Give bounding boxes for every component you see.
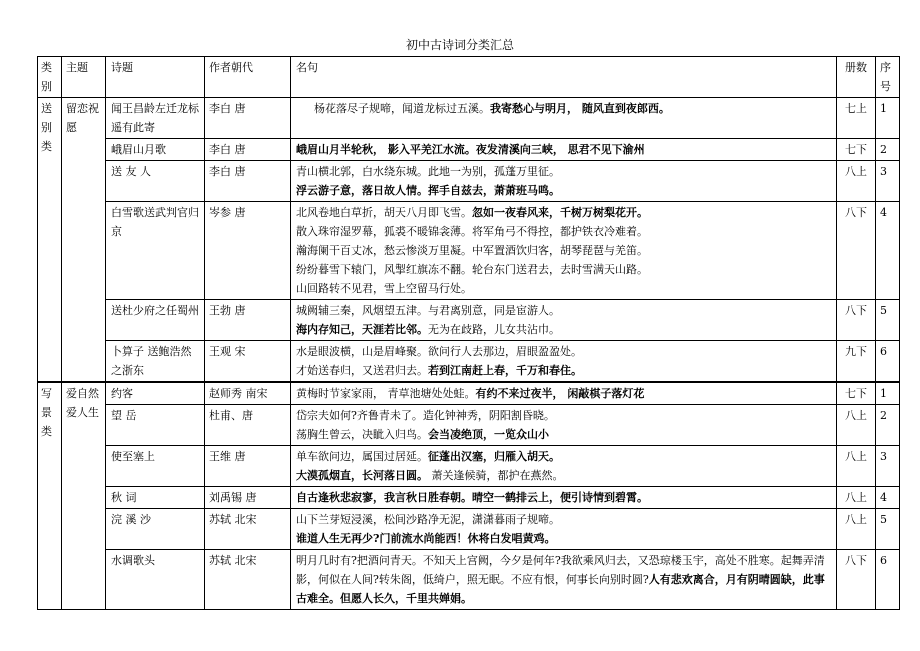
famous-lines-cell — [291, 161, 837, 202]
verse-segment-bold: 峨眉山月半轮秋， 影入平羌江水流。夜发清溪向三峡， 思君不见下渝州 — [296, 143, 645, 156]
verse-line — [296, 241, 833, 260]
verse-line — [296, 222, 833, 241]
theme-cell: 留恋祝愿 — [62, 98, 106, 383]
author-cell: 苏轼 北宋 — [205, 550, 291, 610]
sequence-no-cell: 3 — [876, 161, 900, 202]
verse-segment-bold: 征蓬出汉塞，归雁入胡天。 — [428, 450, 560, 463]
poem-table — [37, 56, 900, 610]
author-cell: 李白 唐 — [205, 161, 291, 202]
theme-cell: 爱自然爱人生 — [62, 382, 106, 610]
document-title: 初中古诗词分类汇总 — [405, 38, 514, 52]
author-cell: 赵师秀 南宋 — [205, 382, 291, 405]
author-cell: 杜甫、唐 — [205, 405, 291, 446]
famous-lines-cell — [291, 98, 837, 139]
grade-cell: 八上 — [837, 487, 876, 509]
famous-lines-cell — [291, 202, 837, 300]
header-lines: 名句 — [291, 57, 837, 98]
verse-line — [296, 466, 833, 485]
sequence-no-cell: 6 — [876, 341, 900, 383]
poem-title-cell: 送杜少府之任蜀州 — [106, 300, 205, 341]
verse-line — [296, 342, 833, 361]
header-grade: 册数 — [837, 57, 876, 98]
author-cell: 苏轼 北宋 — [205, 509, 291, 550]
author-cell: 李白 唐 — [205, 98, 291, 139]
verse-line — [296, 279, 833, 298]
verse-line — [296, 301, 833, 320]
poem-title-cell: 闻王昌龄左迁龙标遥有此寄 — [106, 98, 205, 139]
poem-title-cell: 浣 溪 沙 — [106, 509, 205, 550]
verse-segment: 才始送春归，又送君归去。 — [296, 364, 428, 377]
grade-cell: 八上 — [837, 446, 876, 487]
sequence-no-cell: 3 — [876, 446, 900, 487]
poem-title-cell: 秋 词 — [106, 487, 205, 509]
poem-title-cell: 白雪歌送武判官归京 — [106, 202, 205, 300]
verse-segment-bold: 会当凌绝顶，一览众山小 — [428, 428, 549, 441]
poem-title-cell: 送 友 人 — [106, 161, 205, 202]
verse-line — [296, 361, 833, 380]
sequence-no-cell: 2 — [876, 139, 900, 161]
verse-line — [296, 425, 833, 444]
table-row — [38, 487, 900, 509]
author-cell: 王维 唐 — [205, 446, 291, 487]
famous-lines-cell — [291, 382, 837, 405]
grade-cell: 八下 — [837, 202, 876, 300]
verse-segment: 城阙辅三秦，风烟望五津。与君离别意，同是宦游人。 — [296, 304, 560, 317]
poem-title-cell: 卜算子 送鲍浩然之浙东 — [106, 341, 205, 383]
verse-segment: 青山横北郭，白水绕东城。此地一为别，孤蓬万里征。 — [296, 165, 560, 178]
sequence-no-cell: 5 — [876, 509, 900, 550]
verse-line — [296, 99, 833, 118]
famous-lines-cell — [291, 139, 837, 161]
verse-line — [296, 510, 833, 529]
author-cell: 王观 宋 — [205, 341, 291, 383]
header-theme: 主题 — [62, 57, 106, 98]
verse-segment-bold: 若到江南赶上春，千万和春住。 — [428, 364, 582, 377]
grade-cell: 七下 — [837, 139, 876, 161]
author-cell: 岑参 唐 — [205, 202, 291, 300]
verse-segment: 山下兰芽短浸溪，松间沙路净无泥，潇潇暮雨子规啼。 — [296, 513, 560, 526]
verse-segment: 北风卷地白草折，胡天八月即飞雪。 — [296, 206, 472, 219]
category-cell: 写景类 — [38, 382, 62, 610]
sequence-no-cell: 6 — [876, 550, 900, 610]
verse-segment-bold: 忽如一夜春风来，千树万树梨花开。 — [472, 206, 648, 219]
verse-line — [296, 260, 833, 279]
author-cell: 刘禹锡 唐 — [205, 487, 291, 509]
famous-lines-cell — [291, 487, 837, 509]
verse-segment: 纷纷暮雪下辕门，风掣红旗冻不翻。轮台东门送君去，去时雪满天山路。 — [296, 263, 648, 276]
verse-line — [296, 162, 833, 181]
author-cell: 李白 唐 — [205, 139, 291, 161]
verse-line — [296, 181, 833, 200]
table-row — [38, 139, 900, 161]
header-no: 序号 — [876, 57, 900, 98]
header-author: 作者朝代 — [205, 57, 291, 98]
author-cell: 王勃 唐 — [205, 300, 291, 341]
verse-line — [296, 384, 833, 403]
verse-segment: 黄梅时节家家雨， 青草池塘处处蛙。 — [296, 387, 476, 400]
grade-cell: 七下 — [837, 382, 876, 405]
table-row — [38, 98, 900, 139]
verse-line — [296, 140, 833, 159]
verse-segment-bold: 有约不来过夜半， 闲敲棋子落灯花 — [475, 387, 645, 400]
verse-segment: 单车欲问边，属国过居延。 — [296, 450, 428, 463]
famous-lines-cell — [291, 300, 837, 341]
sequence-no-cell: 1 — [876, 98, 900, 139]
category-cell: 送别类 — [38, 98, 62, 383]
verse-line — [296, 203, 833, 222]
verse-segment: 山回路转不见君，雪上空留马行处。 — [296, 282, 472, 295]
verse-line — [296, 529, 833, 548]
header-type: 类别 — [38, 57, 62, 98]
verse-segment: 杨花落尽子规啼，闻道龙标过五溪。 — [314, 102, 490, 115]
poem-title-cell: 约客 — [106, 382, 205, 405]
famous-lines-cell — [291, 550, 837, 610]
table-row — [38, 509, 900, 550]
grade-cell: 九下 — [837, 341, 876, 383]
verse-line — [296, 320, 833, 339]
sequence-no-cell: 4 — [876, 487, 900, 509]
sequence-no-cell: 2 — [876, 405, 900, 446]
table-header-row — [38, 57, 900, 98]
famous-lines-cell — [291, 509, 837, 550]
verse-segment-bold: 自古逢秋悲寂寥，我言秋日胜春朝。晴空一鹤排云上，便引诗情到碧霄。 — [296, 491, 648, 504]
verse-segment: 水是眼波横，山是眉峰聚。欲问行人去那边，眉眼盈盈处。 — [296, 345, 582, 358]
verse-line — [296, 406, 833, 425]
verse-segment: 岱宗夫如何?齐鲁青未了。造化钟神秀，阴阳割昏晓。 — [296, 409, 555, 422]
table-row — [38, 300, 900, 341]
verse-segment: 散入珠帘湿罗幕，狐裘不暖锦衾薄。将军角弓不得控，都护铁衣冷难着。 — [296, 225, 648, 238]
table-row — [38, 341, 900, 383]
table-row — [38, 405, 900, 446]
poem-title-cell: 峨眉山月歌 — [106, 139, 205, 161]
famous-lines-cell — [291, 446, 837, 487]
grade-cell: 八上 — [837, 405, 876, 446]
verse-line — [296, 488, 833, 507]
poem-title-cell: 水调歌头 — [106, 550, 205, 610]
poem-title-cell: 望 岳 — [106, 405, 205, 446]
verse-segment-bold: 大漠孤烟直，长河落日圆。 — [296, 469, 428, 482]
verse-line — [296, 551, 833, 608]
famous-lines-cell — [291, 405, 837, 446]
table-row — [38, 446, 900, 487]
poem-title-cell: 使至塞上 — [106, 446, 205, 487]
table-row — [38, 550, 900, 610]
header-poem: 诗题 — [106, 57, 205, 98]
grade-cell: 七上 — [837, 98, 876, 139]
verse-segment: 荡胸生曾云，决眦入归鸟。 — [296, 428, 428, 441]
table-row — [38, 161, 900, 202]
table-row — [38, 202, 900, 300]
grade-cell: 八下 — [837, 300, 876, 341]
grade-cell: 八上 — [837, 161, 876, 202]
grade-cell: 八下 — [837, 550, 876, 610]
verse-segment-bold: 我寄愁心与明月， 随风直到夜郎西。 — [490, 102, 670, 115]
verse-segment: 瀚海阑干百丈冰，愁云惨淡万里凝。中军置酒饮归客，胡琴琵琶与羌笛。 — [296, 244, 648, 257]
sequence-no-cell: 4 — [876, 202, 900, 300]
verse-segment-bold: 谁道人生无再少?门前流水尚能西！休将白发唱黄鸡。 — [296, 532, 556, 545]
table-row — [38, 382, 900, 405]
sequence-no-cell: 5 — [876, 300, 900, 341]
verse-line — [296, 447, 833, 466]
grade-cell: 八上 — [837, 509, 876, 550]
verse-segment: 无为在歧路，儿女共沾巾。 — [428, 323, 560, 336]
verse-segment: 萧关逢候骑，都护在燕然。 — [428, 469, 564, 482]
verse-segment-bold: 海内存知己，天涯若比邻。 — [296, 323, 428, 336]
sequence-no-cell: 1 — [876, 382, 900, 405]
famous-lines-cell — [291, 341, 837, 383]
verse-segment-bold: 人有悲欢离合，月有阴晴圆缺，此事古难全。但愿人长久，千里共婵娟。 — [296, 573, 825, 605]
verse-segment: 明月几时有?把酒问青天。不知天上宫阙，今夕是何年?我欲乘风归去，又恐琼楼玉宇，高处不胜寒。起舞弄清影，何似在人间?转朱阁，低绮户，照无眠。不应有恨，何事长向别时圆? — [296, 554, 825, 586]
verse-segment-bold: 浮云游子意，落日故人情。挥手自兹去，萧萧班马鸣。 — [296, 184, 560, 197]
